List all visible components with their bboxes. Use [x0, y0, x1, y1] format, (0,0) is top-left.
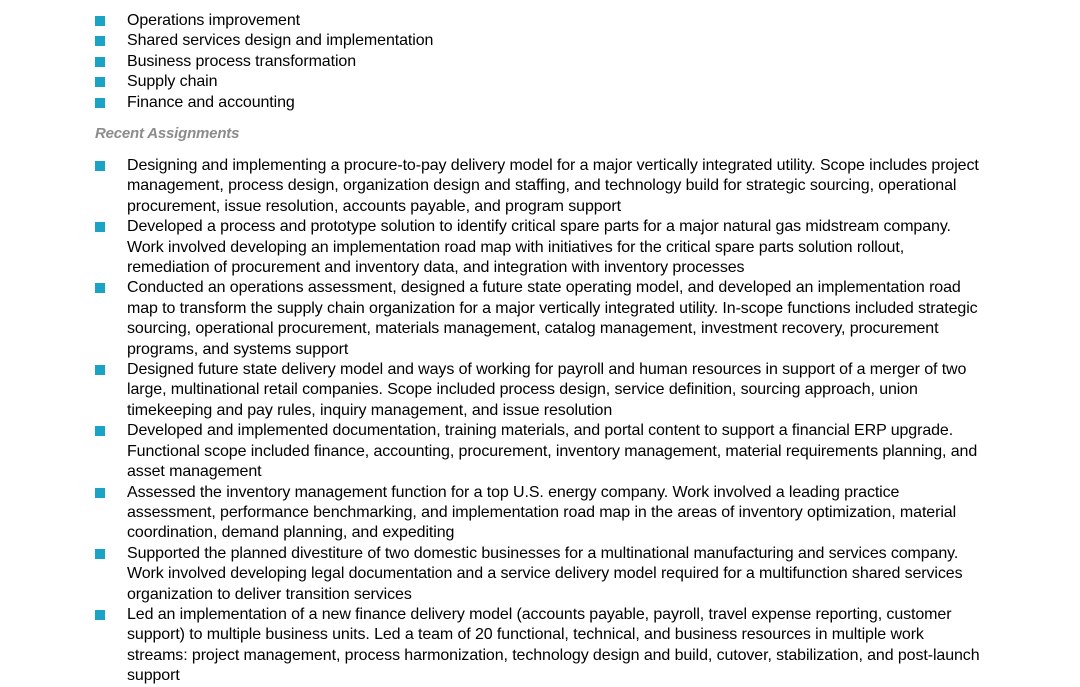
assignment-text: Developed and implemented documentation, training materials, and portal content to support a financial ERP upgrade. Functional scope included finance, accounting, procurement, inventory management, material requirements planning, and asset management [127, 422, 978, 481]
recent-assignments-list [95, 156, 995, 687]
square-bullet-icon [95, 98, 105, 108]
list-item [95, 31, 995, 51]
assignment-text: Assessed the inventory management function for a top U.S. energy company. Work involved a leading practice assessment, performance benchmarking, and implementation road map in the areas of inventory optimization, material coordination, demand planning, and expediting [127, 483, 957, 542]
assignment-text: Conducted an operations assessment, designed a future state operating model, and developed an implementation road map to transform the supply chain organization for a major vertically integrated utility. In-scope functions included strategic sourcing, operational procurement, materials management, catalog management, investment recovery, procurement programs, and systems support [127, 279, 978, 358]
square-bullet-icon [95, 283, 105, 293]
assignment-text: Designed future state delivery model and ways of working for payroll and human resources in support of a merger of two large, multinational retail companies. Scope included process design, service definition, sourcing approach, union timekeeping and pay rules, inquiry management, and issue resolution [127, 361, 967, 419]
list-item [95, 72, 995, 92]
square-bullet-icon [95, 365, 105, 375]
list-item [95, 156, 995, 217]
area-text: Business process transformation [127, 52, 357, 70]
assignment-text: Designing and implementing a procure-to-pay delivery model for a major vertically integrated utility. Scope includes project management, process design, organization design and staffing, and technology build for strategic sourcing, operational procurement, issue resolution, accounts payable, and program support [127, 157, 979, 215]
list-item [95, 52, 995, 72]
square-bullet-icon [95, 488, 105, 498]
list-item [95, 605, 995, 687]
area-text: Finance and accounting [127, 93, 295, 111]
square-bullet-icon [95, 161, 105, 171]
square-bullet-icon [95, 77, 105, 87]
expertise-areas-list [95, 11, 995, 113]
area-text: Supply chain [127, 73, 218, 91]
list-item [95, 278, 995, 360]
list-item [95, 421, 995, 482]
list-item [95, 11, 995, 31]
square-bullet-icon [95, 222, 105, 232]
square-bullet-icon [95, 610, 105, 620]
area-text: Shared services design and implementation [127, 32, 434, 50]
square-bullet-icon [95, 549, 105, 559]
square-bullet-icon [95, 36, 105, 46]
assignment-text: Led an implementation of a new finance delivery model (accounts payable, payroll, travel expense reporting, customer support) to multiple business units. Led a team of 20 functional, technical, and business resources in multiple work streams: project management, process harmonization, technology design and build, cutover, stabilization, and post-launch support [127, 605, 980, 685]
square-bullet-icon [95, 426, 105, 436]
list-item [95, 483, 995, 544]
square-bullet-icon [95, 16, 105, 26]
list-item [95, 93, 995, 113]
recent-assignments-heading: Recent Assignments [95, 125, 240, 142]
area-text: Operations improvement [127, 12, 300, 29]
square-bullet-icon [95, 57, 105, 67]
list-item [95, 360, 995, 421]
assignment-text: Supported the planned divestiture of two domestic businesses for a multinational manufacturing and services company. Work involved developing legal documentation and a service delivery model required for a multifunction shared services organization to deliver transition services [127, 544, 963, 603]
assignment-text: Developed a process and prototype solution to identify critical spare parts for a major natural gas midstream company. Work involved developing an implementation road map with initiatives for the critical spare parts solution rollout, remediation of procurement and inventory data, and integration with inventory processes [127, 218, 951, 277]
list-item [95, 544, 995, 605]
list-item [95, 217, 995, 278]
